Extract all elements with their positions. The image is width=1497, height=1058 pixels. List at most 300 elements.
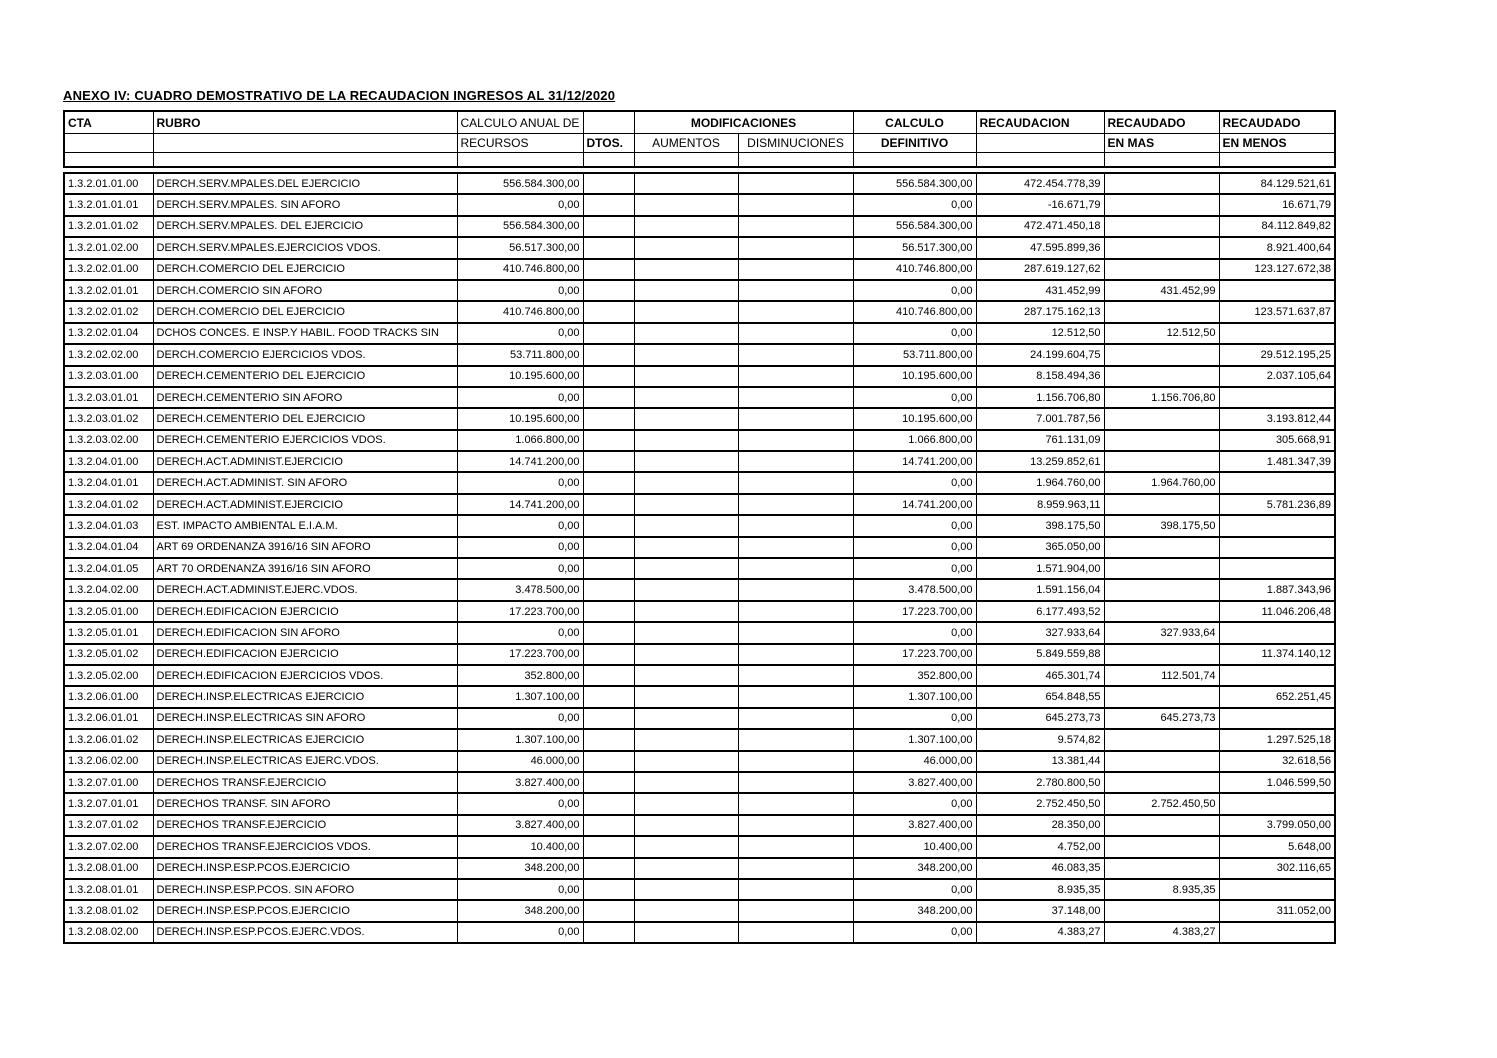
cell-recaudacion: 37.148,00 (976, 900, 1104, 921)
cell-recaudado-en-mas (1104, 579, 1219, 600)
cell-recaudacion: 7.001.787,56 (976, 408, 1104, 429)
cell-disminuciones (738, 387, 853, 408)
cell-recaudado-en-mas: 398.175,50 (1104, 515, 1219, 536)
table-row (64, 772, 1335, 793)
cell-disminuciones (738, 301, 853, 322)
cell-dtos (583, 815, 634, 836)
cell-rubro: DERECH.ACT.ADMINIST.EJERCICIO (153, 494, 457, 515)
cell-recaudacion: 431.452,99 (976, 280, 1104, 301)
cell-dtos (583, 858, 634, 879)
cell-recaudado-en-mas (1104, 729, 1219, 750)
cell-aumentos (634, 922, 738, 943)
cell-recaudado-en-mas: 4.383,27 (1104, 922, 1219, 943)
col-header-recaudacion: RECAUDACION (976, 111, 1104, 134)
cell-calculo-definitivo: 0,00 (853, 515, 976, 536)
cell-recaudado-en-menos: 1.481.347,39 (1219, 451, 1335, 472)
cell-calculo-anual-recursos: 10.195.600,00 (457, 366, 583, 387)
cell-aumentos (634, 622, 738, 643)
table-row (64, 280, 1335, 301)
cell-disminuciones (738, 259, 853, 280)
cell-recaudado-en-mas (1104, 772, 1219, 793)
cell-disminuciones (738, 515, 853, 536)
cell-recaudacion: 5.849.559,88 (976, 644, 1104, 665)
cell-recaudado-en-mas: 327.933,64 (1104, 622, 1219, 643)
cell-cta: 1.3.2.06.01.01 (64, 708, 153, 729)
cell-rubro: DERECHOS TRANSF.EJERCICIOS VDOS. (153, 836, 457, 857)
cell-recaudado-en-mas: 1.156.706,80 (1104, 387, 1219, 408)
cell-disminuciones (738, 793, 853, 814)
cell-disminuciones (738, 366, 853, 387)
cell-recaudado-en-mas (1104, 751, 1219, 772)
cell-recaudado-en-menos: 1.297.525,18 (1219, 729, 1335, 750)
cell-calculo-definitivo: 3.827.400,00 (853, 815, 976, 836)
table-row (64, 515, 1335, 536)
cell-calculo-anual-recursos: 3.478.500,00 (457, 579, 583, 600)
cell-cta: 1.3.2.07.02.00 (64, 836, 153, 857)
cell-cta: 1.3.2.08.01.02 (64, 900, 153, 921)
cell-recaudado-en-mas: 2.752.450,50 (1104, 793, 1219, 814)
cell-recaudacion: 28.350,00 (976, 815, 1104, 836)
cell-dtos (583, 686, 634, 707)
cell-calculo-definitivo: 17.223.700,00 (853, 601, 976, 622)
cell-recaudado-en-menos: 652.251,45 (1219, 686, 1335, 707)
cell-recaudacion: 9.574,82 (976, 729, 1104, 750)
cell-calculo-definitivo: 0,00 (853, 472, 976, 493)
cell-dtos (583, 879, 634, 900)
cell-rubro: DERECH.ACT.ADMINIST. SIN AFORO (153, 472, 457, 493)
cell-aumentos (634, 900, 738, 921)
cell-aumentos (634, 408, 738, 429)
table-row (64, 751, 1335, 772)
cell-recaudado-en-mas: 8.935,35 (1104, 879, 1219, 900)
table-row (64, 601, 1335, 622)
cell-disminuciones (738, 194, 853, 215)
table-row (64, 836, 1335, 857)
cell-recaudacion: 654.848,55 (976, 686, 1104, 707)
cell-calculo-definitivo: 56.517.300,00 (853, 237, 976, 258)
cell-dtos (583, 793, 634, 814)
cell-aumentos (634, 430, 738, 451)
cell-recaudado-en-menos (1219, 537, 1335, 558)
col-header-rubro-blank (153, 134, 457, 153)
cell-recaudacion: 287.175.162,13 (976, 301, 1104, 322)
cell-disminuciones (738, 879, 853, 900)
cell-disminuciones (738, 729, 853, 750)
cell-cta: 1.3.2.01.01.01 (64, 194, 153, 215)
col-header-recaudado-en-mas-line1: RECAUDADO (1104, 111, 1219, 134)
cell-calculo-anual-recursos: 0,00 (457, 793, 583, 814)
cell-recaudacion: 761.131,09 (976, 430, 1104, 451)
cell-calculo-definitivo: 14.741.200,00 (853, 494, 976, 515)
cell-calculo-definitivo: 556.584.300,00 (853, 216, 976, 237)
col-header-aumentos: AUMENTOS (634, 134, 738, 153)
cell-recaudacion: 4.383,27 (976, 922, 1104, 943)
cell-calculo-definitivo: 3.478.500,00 (853, 579, 976, 600)
cell-calculo-definitivo: 352.800,00 (853, 665, 976, 686)
table-row (64, 879, 1335, 900)
cell-recaudado-en-mas (1104, 216, 1219, 237)
header-row-empty (64, 153, 1335, 168)
cell-aumentos (634, 558, 738, 579)
cell-calculo-anual-recursos: 0,00 (457, 622, 583, 643)
table-row (64, 708, 1335, 729)
cell-recaudado-en-mas: 645.273,73 (1104, 708, 1219, 729)
table-row (64, 494, 1335, 515)
table-row (64, 686, 1335, 707)
cell-calculo-definitivo: 0,00 (853, 922, 976, 943)
cell-recaudado-en-menos: 3.193.812,44 (1219, 408, 1335, 429)
cell-cta: 1.3.2.06.01.02 (64, 729, 153, 750)
cell-aumentos (634, 216, 738, 237)
cell-aumentos (634, 451, 738, 472)
cell-recaudado-en-mas (1104, 815, 1219, 836)
cell-dtos (583, 472, 634, 493)
table-row (64, 472, 1335, 493)
cell-calculo-anual-recursos: 348.200,00 (457, 900, 583, 921)
cell-cta: 1.3.2.02.01.04 (64, 323, 153, 344)
cell-calculo-anual-recursos: 0,00 (457, 879, 583, 900)
cell-disminuciones (738, 579, 853, 600)
cell-cta: 1.3.2.06.01.00 (64, 686, 153, 707)
cell-recaudado-en-mas (1104, 237, 1219, 258)
cell-calculo-anual-recursos: 0,00 (457, 387, 583, 408)
cell-recaudado-en-menos: 84.129.521,61 (1219, 173, 1335, 194)
table-body (64, 173, 1335, 943)
cell-calculo-definitivo: 556.584.300,00 (853, 173, 976, 194)
cell-rubro: ART 70 ORDENANZA 3916/16 SIN AFORO (153, 558, 457, 579)
cell-calculo-anual-recursos: 53.711.800,00 (457, 344, 583, 365)
cell-rubro: DERECH.ACT.ADMINIST.EJERCICIO (153, 451, 457, 472)
cell-dtos (583, 194, 634, 215)
cell-recaudacion: 327.933,64 (976, 622, 1104, 643)
cell-disminuciones (738, 451, 853, 472)
cell-recaudacion: 472.471.450,18 (976, 216, 1104, 237)
table-row (64, 729, 1335, 750)
cell-calculo-definitivo: 1.307.100,00 (853, 686, 976, 707)
cell-aumentos (634, 879, 738, 900)
cell-cta: 1.3.2.03.01.00 (64, 366, 153, 387)
cell-calculo-anual-recursos: 0,00 (457, 922, 583, 943)
table-row (64, 194, 1335, 215)
cell-dtos (583, 751, 634, 772)
cell-aumentos (634, 301, 738, 322)
table-header (63, 110, 1336, 168)
cell-recaudado-en-mas (1104, 366, 1219, 387)
cell-rubro: DERECH.INSP.ELECTRICAS EJERCICIO (153, 686, 457, 707)
cell-calculo-definitivo: 410.746.800,00 (853, 301, 976, 322)
cell-recaudado-en-menos (1219, 472, 1335, 493)
cell-dtos (583, 387, 634, 408)
col-header-recaudado-en-mas-line2: EN MAS (1104, 134, 1219, 153)
col-header-disminuciones: DISMINUCIONES (738, 134, 853, 153)
cell-calculo-anual-recursos: 410.746.800,00 (457, 259, 583, 280)
cell-recaudado-en-menos: 11.046.206,48 (1219, 601, 1335, 622)
col-header-dtos: DTOS. (583, 134, 634, 153)
cell-dtos (583, 708, 634, 729)
cell-cta: 1.3.2.03.01.02 (64, 408, 153, 429)
cell-recaudado-en-mas (1104, 173, 1219, 194)
cell-calculo-definitivo: 0,00 (853, 879, 976, 900)
cell-calculo-anual-recursos: 1.066.800,00 (457, 430, 583, 451)
cell-dtos (583, 772, 634, 793)
cell-disminuciones (738, 537, 853, 558)
cell-calculo-definitivo: 10.400,00 (853, 836, 976, 857)
cell-calculo-definitivo: 1.066.800,00 (853, 430, 976, 451)
cell-dtos (583, 280, 634, 301)
cell-recaudado-en-menos (1219, 879, 1335, 900)
cell-rubro: DERECH.INSP.ESP.PCOS.EJERCICIO (153, 900, 457, 921)
cell-rubro: DERECH.INSP.ESP.PCOS.EJERCICIO (153, 858, 457, 879)
cell-aumentos (634, 708, 738, 729)
cell-cta: 1.3.2.03.02.00 (64, 430, 153, 451)
cell-calculo-anual-recursos: 352.800,00 (457, 665, 583, 686)
cell-aumentos (634, 515, 738, 536)
cell-calculo-anual-recursos: 0,00 (457, 472, 583, 493)
cell-rubro: DERECHOS TRANSF. SIN AFORO (153, 793, 457, 814)
cell-disminuciones (738, 216, 853, 237)
cell-calculo-anual-recursos: 14.741.200,00 (457, 451, 583, 472)
cell-cta: 1.3.2.01.01.02 (64, 216, 153, 237)
cell-calculo-definitivo: 0,00 (853, 622, 976, 643)
cell-recaudado-en-menos (1219, 515, 1335, 536)
cell-disminuciones (738, 173, 853, 194)
cell-dtos (583, 430, 634, 451)
cell-aumentos (634, 494, 738, 515)
table-row (64, 922, 1335, 943)
col-header-calculo-line2: DEFINITIVO (853, 134, 976, 153)
cell-rubro: DERCH.SERV.MPALES. SIN AFORO (153, 194, 457, 215)
cell-dtos (583, 366, 634, 387)
cell-rubro: DERCH.SERV.MPALES.DEL EJERCICIO (153, 173, 457, 194)
cell-recaudado-en-mas (1104, 686, 1219, 707)
cell-dtos (583, 644, 634, 665)
cell-cta: 1.3.2.03.01.01 (64, 387, 153, 408)
cell-dtos (583, 558, 634, 579)
cell-calculo-anual-recursos: 0,00 (457, 280, 583, 301)
cell-disminuciones (738, 644, 853, 665)
cell-recaudacion: 1.156.706,80 (976, 387, 1104, 408)
cell-recaudacion: 8.935,35 (976, 879, 1104, 900)
cell-calculo-anual-recursos: 14.741.200,00 (457, 494, 583, 515)
table-row (64, 815, 1335, 836)
table-row (64, 173, 1335, 194)
table-row (64, 216, 1335, 237)
cell-cta: 1.3.2.04.01.04 (64, 537, 153, 558)
cell-cta: 1.3.2.04.01.03 (64, 515, 153, 536)
cell-recaudacion: 6.177.493,52 (976, 601, 1104, 622)
cell-dtos (583, 900, 634, 921)
cell-aumentos (634, 686, 738, 707)
cell-aumentos (634, 815, 738, 836)
cell-calculo-definitivo: 0,00 (853, 194, 976, 215)
cell-disminuciones (738, 686, 853, 707)
cell-rubro: DERECH.INSP.ELECTRICAS EJERC.VDOS. (153, 751, 457, 772)
report-content (63, 88, 1336, 944)
cell-disminuciones (738, 237, 853, 258)
cell-recaudado-en-menos (1219, 387, 1335, 408)
cell-aumentos (634, 729, 738, 750)
cell-cta: 1.3.2.05.01.01 (64, 622, 153, 643)
cell-recaudacion: -16.671,79 (976, 194, 1104, 215)
cell-cta: 1.3.2.08.02.00 (64, 922, 153, 943)
col-header-recaudacion-blank (976, 134, 1104, 153)
col-header-modificaciones: MODIFICACIONES (634, 111, 853, 134)
cell-recaudado-en-menos: 1.046.599,50 (1219, 772, 1335, 793)
cell-recaudado-en-menos (1219, 558, 1335, 579)
cell-aumentos (634, 344, 738, 365)
cell-aumentos (634, 644, 738, 665)
cell-recaudado-en-menos: 311.052,00 (1219, 900, 1335, 921)
cell-calculo-definitivo: 348.200,00 (853, 900, 976, 921)
cell-cta: 1.3.2.07.01.01 (64, 793, 153, 814)
table-row (64, 537, 1335, 558)
cell-calculo-anual-recursos: 46.000,00 (457, 751, 583, 772)
table-row (64, 558, 1335, 579)
cell-calculo-anual-recursos: 17.223.700,00 (457, 601, 583, 622)
cell-cta: 1.3.2.05.01.00 (64, 601, 153, 622)
cell-disminuciones (738, 922, 853, 943)
table-row (64, 344, 1335, 365)
cell-recaudacion: 24.199.604,75 (976, 344, 1104, 365)
cell-rubro: DERECH.CEMENTERIO EJERCICIOS VDOS. (153, 430, 457, 451)
cell-calculo-definitivo: 0,00 (853, 323, 976, 344)
cell-recaudado-en-mas: 112.501,74 (1104, 665, 1219, 686)
cell-rubro: DERCH.SERV.MPALES. DEL EJERCICIO (153, 216, 457, 237)
cell-recaudacion: 1.571.904,00 (976, 558, 1104, 579)
col-header-calculo-anual-line2: RECURSOS (457, 134, 583, 153)
cell-disminuciones (738, 858, 853, 879)
cell-calculo-anual-recursos: 17.223.700,00 (457, 644, 583, 665)
table-row (64, 665, 1335, 686)
cell-recaudado-en-mas (1104, 537, 1219, 558)
cell-calculo-definitivo: 1.307.100,00 (853, 729, 976, 750)
cell-rubro: DERECH.INSP.ESP.PCOS.EJERC.VDOS. (153, 922, 457, 943)
cell-recaudado-en-menos: 8.921.400,64 (1219, 237, 1335, 258)
cell-recaudacion: 46.083,35 (976, 858, 1104, 879)
cell-rubro: DERECH.ACT.ADMINIST.EJERC.VDOS. (153, 579, 457, 600)
cell-recaudado-en-mas (1104, 644, 1219, 665)
cell-disminuciones (738, 430, 853, 451)
cell-calculo-definitivo: 0,00 (853, 558, 976, 579)
cell-rubro: DERECH.CEMENTERIO DEL EJERCICIO (153, 366, 457, 387)
cell-dtos (583, 408, 634, 429)
cell-disminuciones (738, 601, 853, 622)
cell-aumentos (634, 858, 738, 879)
cell-cta: 1.3.2.04.01.05 (64, 558, 153, 579)
cell-calculo-anual-recursos: 0,00 (457, 515, 583, 536)
cell-calculo-anual-recursos: 0,00 (457, 558, 583, 579)
cell-recaudacion: 8.959.963,11 (976, 494, 1104, 515)
cell-recaudado-en-mas (1104, 858, 1219, 879)
cell-rubro: ART 69 ORDENANZA 3916/16 SIN AFORO (153, 537, 457, 558)
cell-rubro: DERCH.COMERCIO DEL EJERCICIO (153, 301, 457, 322)
cell-dtos (583, 922, 634, 943)
cell-calculo-definitivo: 3.827.400,00 (853, 772, 976, 793)
cell-rubro: DERECH.CEMENTERIO DEL EJERCICIO (153, 408, 457, 429)
cell-cta: 1.3.2.01.01.00 (64, 173, 153, 194)
cell-aumentos (634, 665, 738, 686)
cell-aumentos (634, 601, 738, 622)
cell-cta: 1.3.2.08.01.00 (64, 858, 153, 879)
cell-recaudado-en-mas (1104, 601, 1219, 622)
cell-recaudacion: 1.964.760,00 (976, 472, 1104, 493)
cell-rubro: DERCH.COMERCIO DEL EJERCICIO (153, 259, 457, 280)
cell-aumentos (634, 579, 738, 600)
cell-recaudado-en-menos: 32.618,56 (1219, 751, 1335, 772)
cell-rubro: DERCH.COMERCIO SIN AFORO (153, 280, 457, 301)
cell-recaudacion: 13.381,44 (976, 751, 1104, 772)
cell-recaudacion: 2.780.800,50 (976, 772, 1104, 793)
table-row (64, 387, 1335, 408)
table-row (64, 259, 1335, 280)
col-header-calculo-line1: CALCULO (853, 111, 976, 134)
cell-calculo-anual-recursos: 0,00 (457, 537, 583, 558)
cell-aumentos (634, 237, 738, 258)
cell-calculo-definitivo: 0,00 (853, 708, 976, 729)
table-row (64, 366, 1335, 387)
table-row (64, 858, 1335, 879)
cell-calculo-definitivo: 10.195.600,00 (853, 408, 976, 429)
cell-recaudado-en-menos (1219, 280, 1335, 301)
cell-dtos (583, 173, 634, 194)
cell-cta: 1.3.2.02.01.02 (64, 301, 153, 322)
cell-calculo-definitivo: 14.741.200,00 (853, 451, 976, 472)
table-row (64, 622, 1335, 643)
col-header-cta: CTA (64, 111, 153, 134)
cell-calculo-anual-recursos: 10.195.600,00 (457, 408, 583, 429)
cell-disminuciones (738, 472, 853, 493)
cell-cta: 1.3.2.04.01.00 (64, 451, 153, 472)
cell-recaudado-en-mas (1104, 301, 1219, 322)
col-header-recaudado-en-menos-line1: RECAUDADO (1219, 111, 1335, 134)
cell-calculo-anual-recursos: 0,00 (457, 323, 583, 344)
cell-rubro: EST. IMPACTO AMBIENTAL E.I.A.M. (153, 515, 457, 536)
cell-calculo-anual-recursos: 556.584.300,00 (457, 173, 583, 194)
cell-calculo-definitivo: 10.195.600,00 (853, 366, 976, 387)
cell-dtos (583, 237, 634, 258)
cell-rubro: DERECH.EDIFICACION EJERCICIO (153, 601, 457, 622)
cell-aumentos (634, 472, 738, 493)
table-row (64, 451, 1335, 472)
cell-aumentos (634, 751, 738, 772)
cell-rubro: DERCH.SERV.MPALES.EJERCICIOS VDOS. (153, 237, 457, 258)
cell-calculo-anual-recursos: 0,00 (457, 708, 583, 729)
cell-recaudado-en-mas: 1.964.760,00 (1104, 472, 1219, 493)
cell-dtos (583, 344, 634, 365)
cell-cta: 1.3.2.05.01.02 (64, 644, 153, 665)
cell-aumentos (634, 793, 738, 814)
cell-recaudacion: 365.050,00 (976, 537, 1104, 558)
header-row-2 (64, 134, 1335, 153)
cell-disminuciones (738, 772, 853, 793)
cell-recaudacion: 13.259.852,61 (976, 451, 1104, 472)
cell-aumentos (634, 537, 738, 558)
cell-disminuciones (738, 344, 853, 365)
cell-calculo-definitivo: 0,00 (853, 793, 976, 814)
cell-rubro: DERCH.COMERCIO EJERCICIOS VDOS. (153, 344, 457, 365)
cell-recaudado-en-mas (1104, 558, 1219, 579)
table-row (64, 793, 1335, 814)
cell-recaudado-en-mas (1104, 259, 1219, 280)
cell-calculo-definitivo: 0,00 (853, 387, 976, 408)
cell-recaudado-en-menos: 302.116,65 (1219, 858, 1335, 879)
cell-recaudado-en-menos: 3.799.050,00 (1219, 815, 1335, 836)
cell-rubro: DERECH.CEMENTERIO SIN AFORO (153, 387, 457, 408)
cell-dtos (583, 537, 634, 558)
cell-aumentos (634, 836, 738, 857)
cell-dtos (583, 216, 634, 237)
cell-cta: 1.3.2.04.01.01 (64, 472, 153, 493)
